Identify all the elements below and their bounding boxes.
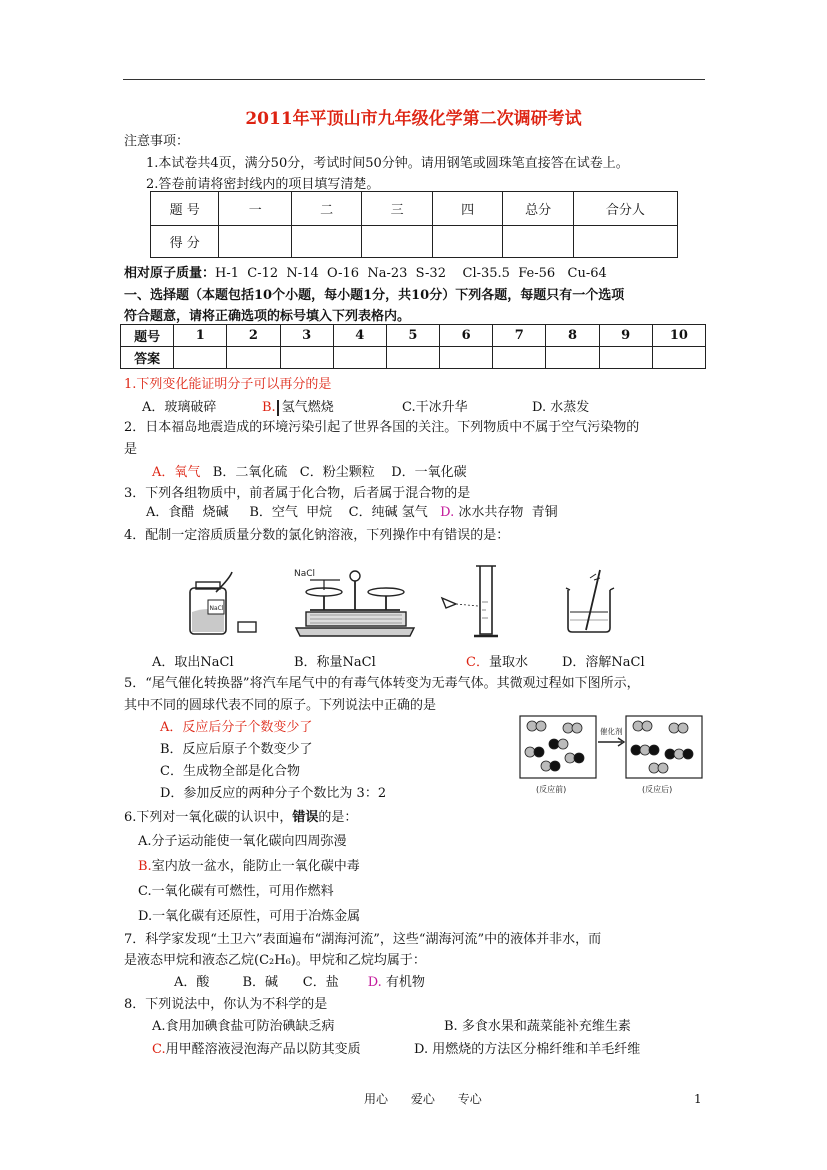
q3-options xyxy=(146,501,558,520)
score-header: 三 xyxy=(362,192,432,226)
answer-row-label: 题号 xyxy=(121,325,174,347)
q6-stem-pre: 6.下列对一氧化碳的认识中， xyxy=(124,810,293,825)
q2-options-bcd: B．二氧化硫 C．粉尘颗粒 D．一氧化碳 xyxy=(212,465,467,480)
q5-option-a: A．反应后分子个数变少了 xyxy=(160,720,313,735)
score-header: 总分 xyxy=(503,192,573,226)
q6-stem xyxy=(124,806,357,825)
score-table xyxy=(150,191,678,258)
answer-number: 6 xyxy=(440,325,493,347)
atomic-mass-line xyxy=(124,262,607,281)
q8-option-a: A.食用加碘食盐可防治碘缺乏病 xyxy=(152,1019,335,1034)
q7-stem-2: 是液态甲烷和液态乙烷(C₂H₆)。甲烷和乙烷均属于： xyxy=(124,953,426,968)
q4-option-d: D．溶解NaCl xyxy=(562,655,645,670)
q6-option-c: C.一氧化碳有可燃性，可用作燃料 xyxy=(138,884,334,899)
answer-row-label: 答案 xyxy=(121,347,174,369)
q3-options-abc: A．食醋 烧碱 B．空气 甲烷 C．纯碱 氢气 xyxy=(146,505,428,520)
q1-option-b-letter: B. xyxy=(262,400,276,415)
q1-option-b xyxy=(262,396,334,416)
q7-options xyxy=(174,971,425,990)
answer-cell[interactable] xyxy=(440,347,493,369)
q4-option-b: B．称量NaCl xyxy=(294,655,376,670)
footer-slogan: 用心 爱心 专心 xyxy=(364,1092,482,1106)
score-header: 一 xyxy=(219,192,291,226)
q7-option-d-letter: D. xyxy=(367,975,382,990)
q8-option-c-letter: C. xyxy=(152,1042,166,1057)
answer-cell[interactable] xyxy=(386,347,439,369)
q2-stem-1: 2．日本福岛地震造成的环境污染引起了世界各国的关注。下列物质中不属于空气污染物的 xyxy=(124,420,640,435)
balance-label: NaCl xyxy=(294,569,316,579)
q2-option-a: A．氧气 xyxy=(152,465,201,480)
notice-heading: 注意事项： xyxy=(124,134,190,149)
answer-cell[interactable] xyxy=(280,347,333,369)
answer-number: 3 xyxy=(280,325,333,347)
notice-line-2: 2.答卷前请将密封线内的项目填写清楚。 xyxy=(146,177,380,192)
q1-option-c: C.干冰升华 xyxy=(402,400,468,415)
answer-cell[interactable] xyxy=(227,347,280,369)
score-cell[interactable] xyxy=(503,226,573,258)
answer-table xyxy=(120,324,706,369)
graduated-cylinder-figure xyxy=(436,562,506,642)
atomic-mass-label: 相对原子质量： xyxy=(124,266,216,281)
answer-cell[interactable] xyxy=(652,347,705,369)
atomic-mass-values: H-1 C-12 N-14 O-16 Na-23 S-32 Cl-35.5 Fe-56 Cu-64 xyxy=(215,266,607,281)
q6-option-a: A.分子运动能使一氧化碳向四周弥漫 xyxy=(138,834,347,849)
score-row-label: 题 号 xyxy=(151,192,219,226)
q7-option-d-text: 有机物 xyxy=(385,975,425,990)
header-rule xyxy=(123,79,705,80)
q6-option-b xyxy=(138,855,360,874)
answer-number: 2 xyxy=(227,325,280,347)
q4-option-a: A．取出NaCl xyxy=(152,655,234,670)
q4-stem: 4．配制一定溶质质量分数的氯化钠溶液，下列操作中有错误的是： xyxy=(124,528,510,543)
q4-option-c-text: 量取水 xyxy=(488,655,528,670)
notice-line-1: 1.本试卷共4页，满分50分，考试时间50分钟。请用钢笔或圆珠笔直接答在试卷上。 xyxy=(146,156,629,171)
answer-number: 10 xyxy=(652,325,705,347)
q4-option-c-letter: C． xyxy=(466,655,489,670)
q8-option-b: B. 多食水果和蔬菜能补充维生素 xyxy=(444,1019,631,1034)
q6-option-d: D.一氧化碳有还原性，可用于冶炼金属 xyxy=(138,909,361,924)
q6-stem-bold: 错误 xyxy=(292,810,319,825)
q3-option-d-letter: D. xyxy=(440,505,455,520)
answer-number: 7 xyxy=(493,325,546,347)
before-label: (反应前) xyxy=(536,785,567,794)
section1-line-2: 符合题意，请将正确选项的标号填入下列表格内。 xyxy=(124,309,411,324)
score-cell[interactable] xyxy=(432,226,502,258)
answer-cell[interactable] xyxy=(546,347,599,369)
jar-label: NaCl xyxy=(209,605,224,612)
q1-option-a: A．玻璃破碎 xyxy=(142,400,217,415)
q8-option-c-text: 用甲醛溶液浸泡海产品以防其变质 xyxy=(165,1042,361,1057)
q6-stem-post: 的是： xyxy=(318,810,358,825)
q8-option-c xyxy=(152,1038,361,1057)
score-row-label: 得 分 xyxy=(151,226,219,258)
score-cell[interactable] xyxy=(219,226,291,258)
answer-number: 9 xyxy=(599,325,652,347)
score-cell[interactable] xyxy=(573,226,677,258)
q5-option-c: C．生成物全部是化合物 xyxy=(160,764,300,779)
q4-option-c xyxy=(466,651,528,670)
q1-option-b-text: 氢气燃烧 xyxy=(281,400,334,415)
answer-number: 5 xyxy=(386,325,439,347)
score-header: 四 xyxy=(432,192,502,226)
q1-option-d: D. 水蒸发 xyxy=(532,400,590,415)
q2-options xyxy=(152,461,467,480)
answer-number: 8 xyxy=(546,325,599,347)
q7-stem-1: 7．科学家发现“土卫六”表面遍布“湖海河流”，这些“湖海河流”中的液体并非水，而 xyxy=(124,932,602,947)
section1-line-1: 一、选择题（本题包括10个小题，每小题1分，共10分）下列各题，每题只有一个选项 xyxy=(124,288,625,303)
answer-number: 4 xyxy=(333,325,386,347)
reaction-diagram xyxy=(518,712,706,798)
q3-stem: 3．下列各组物质中，前者属于化合物，后者属于混合物的是 xyxy=(124,486,471,501)
balance-figure xyxy=(290,562,420,642)
reagent-jar-figure xyxy=(186,568,266,638)
q5-stem-2: 其中不同的圆球代表不同的原子。下列说法中正确的是 xyxy=(124,698,437,713)
score-header: 合分人 xyxy=(573,192,677,226)
catalyst-label: 催化剂 xyxy=(600,727,623,736)
answer-cell[interactable] xyxy=(599,347,652,369)
q8-option-d: D. 用燃烧的方法区分棉纤维和羊毛纤维 xyxy=(414,1042,641,1057)
q5-option-d: D．参加反应的两种分子个数比为 3：2 xyxy=(160,786,387,801)
q1-stem: 1.下列变化能证明分子可以再分的是 xyxy=(124,377,332,392)
answer-cell[interactable] xyxy=(174,347,227,369)
score-header: 二 xyxy=(291,192,361,226)
q6-option-b-letter: B. xyxy=(138,859,152,874)
answer-cell[interactable] xyxy=(493,347,546,369)
q6-option-b-text: 室内放一盆水，能防止一氧化碳中毒 xyxy=(151,859,360,874)
beaker-stirring-figure xyxy=(560,566,620,636)
after-label: (反应后) xyxy=(642,785,673,794)
score-cell[interactable] xyxy=(291,226,361,258)
q5-option-b: B．反应后原子个数变少了 xyxy=(160,742,313,757)
answer-cell[interactable] xyxy=(333,347,386,369)
q7-options-abc: A．酸 B．碱 C．盐 xyxy=(174,975,339,990)
q2-stem-2: 是 xyxy=(124,442,138,457)
q8-stem: 8．下列说法中，你认为不科学的是 xyxy=(124,997,328,1012)
page-title: 2011年平顶山市九年级化学第二次调研考试 xyxy=(245,109,582,129)
answer-number: 1 xyxy=(174,325,227,347)
q3-option-d-text: 冰水共存物 青铜 xyxy=(458,505,558,520)
score-cell[interactable] xyxy=(362,226,432,258)
text-cursor xyxy=(277,400,279,416)
q5-stem-1: 5．“尾气催化转换器”将汽车尾气中的有毒气体转变为无毒气体。其微观过程如下图所示， xyxy=(124,676,640,691)
page-number: 1 xyxy=(694,1092,702,1106)
